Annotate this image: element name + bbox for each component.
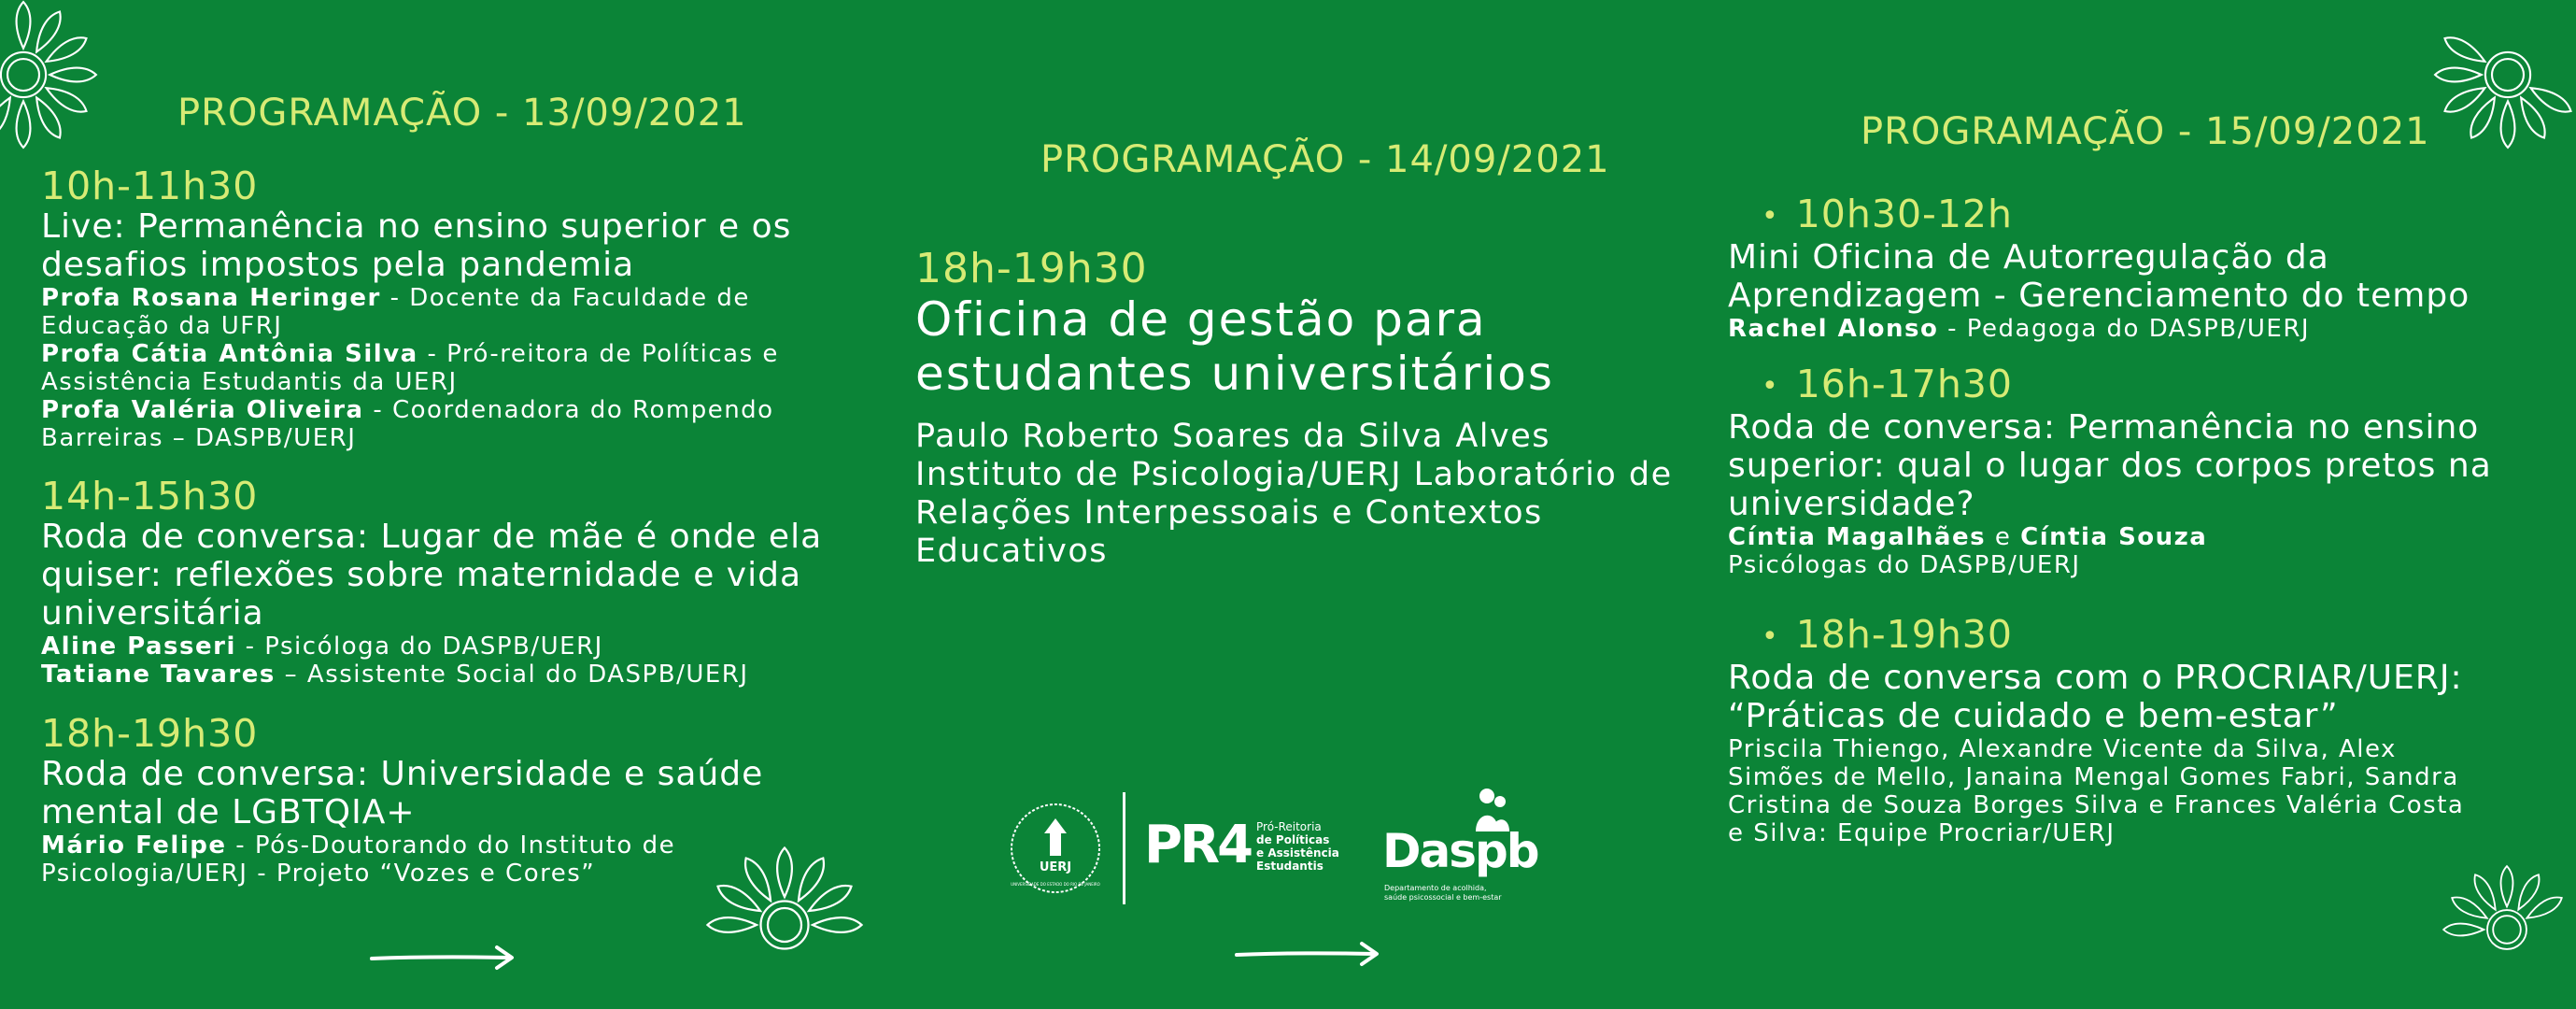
speaker-affiliation: Instituto de Psicologia/UERJ Laboratório de Relações Interpessoais e Contextos Educativos (915, 456, 1673, 570)
team-role: : Equipe Procriar/UERJ (1819, 819, 2116, 847)
speaker-role: – Assistente Social do DASPB/UERJ (275, 661, 749, 689)
event-title: Roda de conversa: Permanência no ensino superior: qual o lugar dos corpos pretos na universidade? (1728, 408, 2492, 523)
event-title: Mini Oficina de Autorregulação da Aprendizagem - Gerenciamento do tempo (1728, 238, 2470, 315)
team-names: Priscila Thiengo, Alexandre Vicente da Silva, Alex Simões de Mello, Janaina Mengal Gomes Fabri, Sandra Cristina de Souza Borges Silva e Frances Valéria Costa e Silva (1728, 735, 2465, 847)
speaker-name: Paulo Roberto Soares da Silva Alves (915, 418, 1550, 455)
day-1-heading: PROGRAMAÇÃO - 13/09/2021 (177, 92, 747, 135)
speaker-role: - Pró-reitora de Políticas e Assistência Estudantis da UERJ (41, 340, 779, 396)
uerj-wordmark: UERJ (1039, 860, 1072, 874)
speaker-name: Profa Rosana Heringer (41, 284, 381, 312)
event-time: • 10h30-12h (1728, 192, 2550, 238)
speaker-name: Profa Valéria Oliveira (41, 396, 364, 424)
day-3-heading: PROGRAMAÇÃO - 15/09/2021 (1861, 110, 2430, 153)
uerj-logo (1009, 802, 1102, 895)
speaker-name: Cíntia Magalhães (1728, 523, 1987, 551)
event-time: 10h-11h30 (41, 163, 259, 208)
event-time: 18h-19h30 (915, 245, 1148, 292)
speaker-role: - Docente da Faculdade de Educação da UFRJ (41, 284, 750, 340)
day-2-heading: PROGRAMAÇÃO - 14/09/2021 (1040, 138, 1610, 181)
daspb-mark: Daspb (1382, 824, 1538, 878)
event-title: Oficina de gestão para estudantes universitários (915, 292, 1554, 401)
speaker-role: - Pedagoga do DASPB/UERJ (1938, 315, 2311, 343)
event-people (41, 284, 854, 452)
event-time: 14h-15h30 (41, 474, 259, 519)
day-3-event-3 (1728, 613, 2550, 847)
event-people (41, 632, 863, 689)
speaker-role: - Psicóloga do DASPB/UERJ (235, 632, 603, 661)
event-title: Live: Permanência no ensino superior e os desafios impostos pela pandemia (41, 207, 792, 284)
event-time: • 18h-19h30 (1728, 613, 2550, 659)
event-time: • 16h-17h30 (1728, 362, 2550, 408)
day-2-event (915, 245, 1700, 571)
event-people (1728, 315, 2550, 343)
pr4-logo: PR4 Pró-Reitoria de Políticas e Assistência Estudantis (1144, 815, 1339, 875)
arrow-right-icon (1235, 940, 1380, 968)
event-people: Cíntia Magalhães e Cíntia Souza Psicólogas do DASPB/UERJ (1728, 523, 2208, 579)
day-1-event-3 (41, 712, 770, 888)
day-1-event-2 (41, 475, 863, 689)
speaker-name: Cíntia Souza (2020, 523, 2208, 551)
daspb-logo: Daspb Departamento de acolhida, saúde psicossocial e bem-estar (1380, 785, 1567, 916)
day-1-panel (0, 0, 869, 1009)
event-title: Roda de conversa com o PROCRIAR/UERJ: “Práticas de cuidado e bem-estar” (1728, 659, 2463, 735)
day-3-event-2 (1728, 362, 2550, 579)
speaker-role: Psicólogas do DASPB/UERJ (1728, 551, 2081, 579)
svg-text:UNIVERSIDADE DO ESTADO DO RIO: UNIVERSIDADE DO ESTADO DO RIO DE JANEIRO (1011, 882, 1100, 887)
divider (1123, 792, 1125, 904)
speaker-name: Rachel Alonso (1728, 315, 1939, 343)
day-3-panel (1728, 0, 2576, 1009)
speaker-name: Profa Cátia Antônia Silva (41, 340, 418, 368)
speaker-name: Mário Felipe (41, 831, 227, 860)
sponsor-logos (1009, 785, 1538, 916)
day-1-event-1 (41, 164, 854, 452)
event-people (41, 831, 770, 888)
arrow-right-icon (370, 944, 516, 972)
speaker-name: Tatiane Tavares (41, 661, 276, 689)
event-title: Roda de conversa: Universidade e saúde mental de LGBTQIA+ (41, 755, 764, 831)
speaker-name: Aline Passeri (41, 632, 236, 661)
day-3-event-1 (1728, 192, 2550, 343)
event-title: Roda de conversa: Lugar de mãe é onde ela quiser: reflexões sobre maternidade e vida universitária (41, 518, 823, 632)
event-people (1728, 735, 2475, 847)
pr4-mark: PR4 (1144, 815, 1252, 875)
speaker-role: - Pós-Doutorando do Instituto de Psicologia/UERJ - Projeto “Vozes e Cores” (41, 831, 676, 888)
speaker-role: - Coordenadora do Rompendo Barreiras – DASPB/UERJ (41, 396, 774, 452)
event-time: 18h-19h30 (41, 711, 259, 756)
day-2-panel (869, 0, 1728, 1009)
